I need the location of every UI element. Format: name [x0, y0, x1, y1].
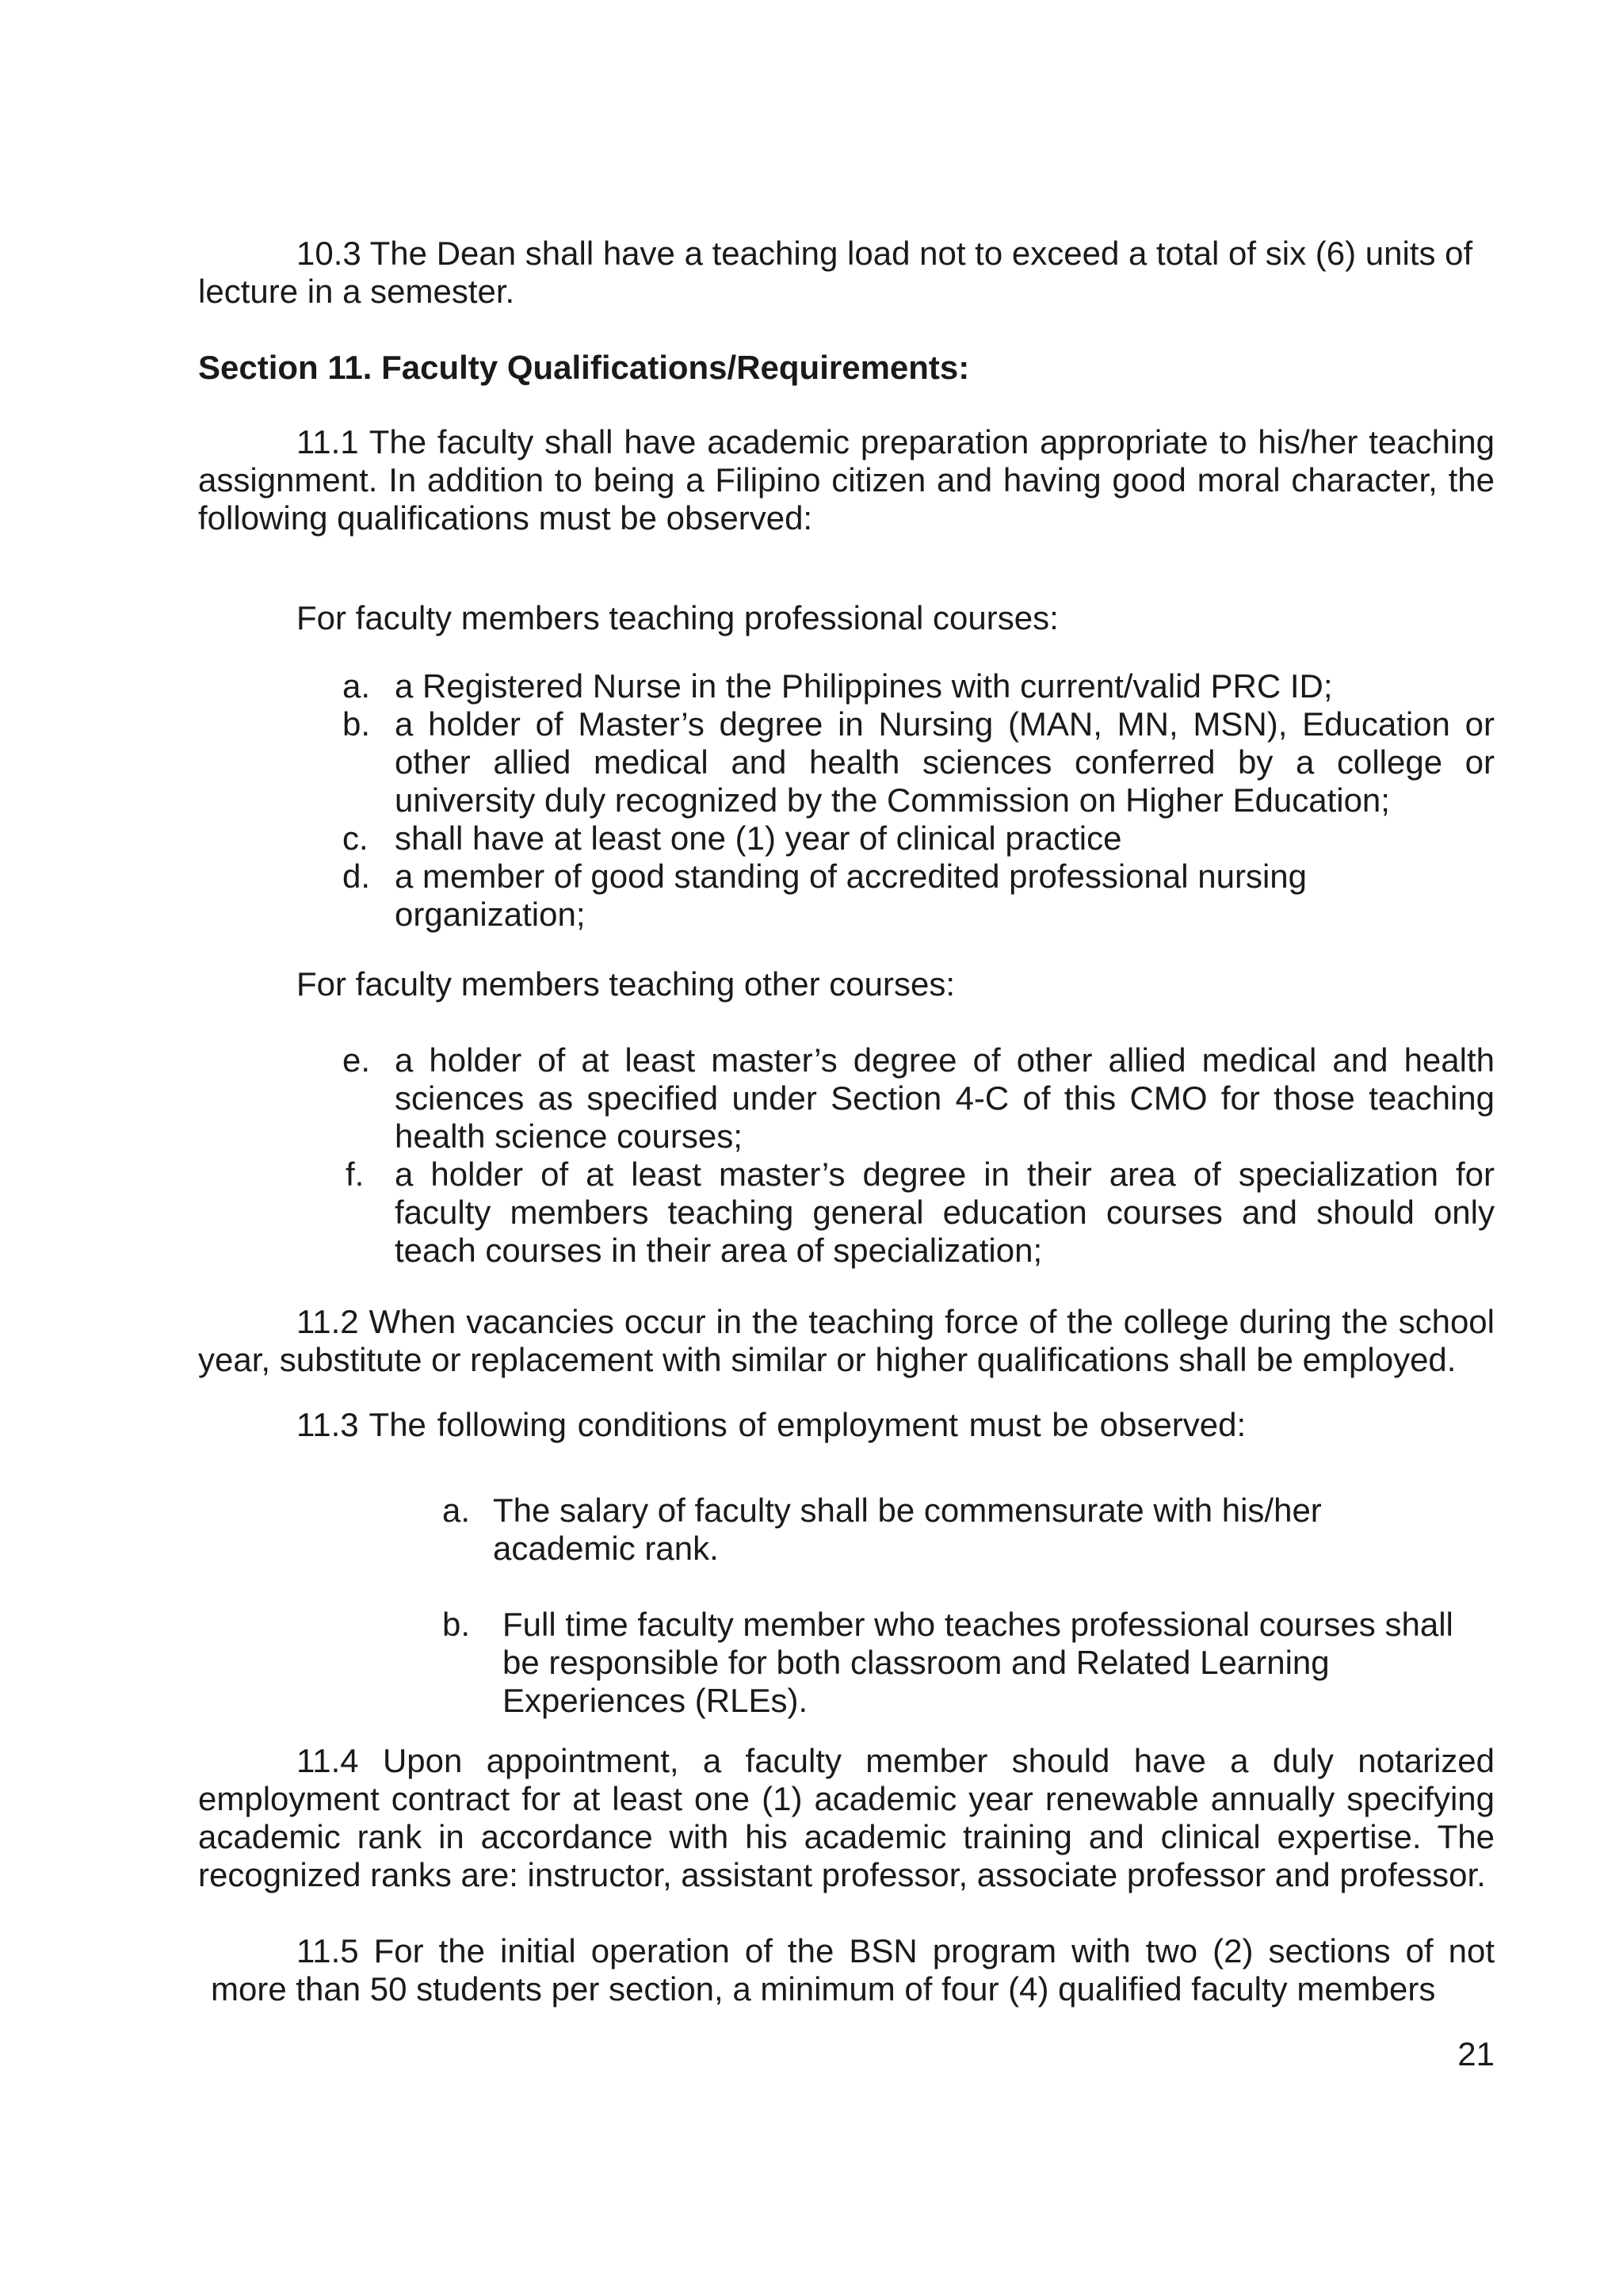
- list-item: [442, 1606, 1495, 1720]
- list-item: [342, 705, 1495, 819]
- paragraph-11-2: 11.2 When vacancies occur in the teaching force of the college during the school year, substitute or replacement with similar or higher qualifications shall be employed.: [198, 1303, 1495, 1378]
- list-marker: b.: [442, 1606, 471, 1643]
- list-item-text: a Registered Nurse in the Philippines with current/valid PRC ID;: [395, 667, 1333, 705]
- list-item: [342, 858, 1325, 934]
- list-item: [342, 1041, 1495, 1156]
- professional-courses-heading: For faculty members teaching professional courses:: [296, 599, 1059, 636]
- paragraph-11-5: 11.5 For the initial operation of the BSN program with two (2) sections of not more than 50 students per section, a minimum of four (4) qualified faculty members: [211, 1932, 1495, 2008]
- list-marker: e.: [342, 1041, 371, 1079]
- list-item-text: a holder of Master’s degree in Nursing (MAN, MN, MSN), Education or other allied medical and health sciences conferred by a college or university duly recognized by the Commission on Higher Education;: [395, 705, 1495, 819]
- section-11-heading: Section 11. Faculty Qualifications/Requirements:: [198, 349, 970, 386]
- paragraph-11-1: 11.1 The faculty shall have academic preparation appropriate to his/her teaching assignment. In addition to being a Filipino citizen and having good moral character, the following qualifications must be observed:: [198, 423, 1495, 537]
- list-marker: a.: [442, 1492, 471, 1529]
- page-number: 21: [1457, 2035, 1495, 2073]
- list-item-text: a holder of at least master’s degree of other allied medical and health sciences as specified under Section 4-C of this CMO for those teaching health science courses;: [395, 1041, 1495, 1155]
- list-item-text: shall have at least one (1) year of clinical practice: [395, 819, 1122, 857]
- list-item-text: a member of good standing of accredited professional nursing organization;: [395, 858, 1308, 933]
- list-marker: a.: [342, 667, 371, 705]
- list-marker: c.: [342, 819, 369, 857]
- paragraph-11-3: 11.3 The following conditions of employment must be observed:: [296, 1406, 1247, 1443]
- list-marker: b.: [342, 705, 371, 743]
- paragraph-11-4: 11.4 Upon appointment, a faculty member should have a duly notarized employment contract for at least one (1) academic year renewable annually specifying academic rank in accordance with his academic training and clinical expertise. The recognized ranks are: instructor, assistant professor, associate professor and professor.: [198, 1742, 1495, 1893]
- list-marker: f.: [346, 1156, 365, 1193]
- list-item: [442, 1492, 1472, 1568]
- list-item-text: a holder of at least master’s degree in their area of specialization for faculty members teaching general education courses and should only teach courses in their area of specialization;: [395, 1156, 1495, 1269]
- other-courses-heading: For faculty members teaching other courses:: [296, 965, 956, 1003]
- paragraph-10-3: 10.3 The Dean shall have a teaching load not to exceed a total of six (6) units of lecture in a semester.: [198, 235, 1473, 310]
- list-item: [342, 1156, 1495, 1270]
- list-marker: d.: [342, 858, 371, 895]
- list-item: [342, 667, 1495, 705]
- list-item-text: Full time faculty member who teaches professional courses shall be responsible for both classroom and Related Learning Experiences (RLEs).: [502, 1606, 1453, 1719]
- list-item-text: The salary of faculty shall be commensurate with his/her academic rank.: [493, 1492, 1322, 1567]
- list-item: [342, 819, 1495, 858]
